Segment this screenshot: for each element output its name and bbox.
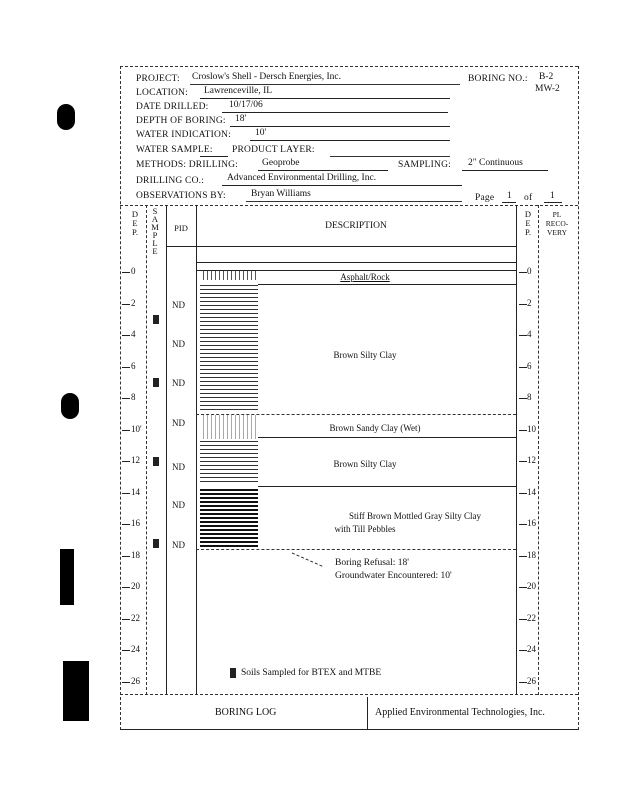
depth-tick-right: 16 xyxy=(527,518,536,528)
depth-tick-right: 0 xyxy=(527,266,532,276)
depth-tick-mark xyxy=(122,524,130,525)
refusal-note: Boring Refusal: 18' xyxy=(335,558,410,568)
footer-company: Applied Environmental Technologies, Inc. xyxy=(375,707,545,718)
depth-tick-mark xyxy=(122,304,130,305)
pid-reading: ND xyxy=(172,540,185,550)
desc-sandy-clay: Brown Sandy Clay (Wet) xyxy=(329,423,421,433)
sampling-label: SAMPLING: xyxy=(398,160,452,170)
depth-tick-right: 2 xyxy=(527,297,532,308)
depth-tick-mark xyxy=(519,367,527,368)
page-label: Page xyxy=(475,193,495,203)
description-col-header: DESCRIPTION xyxy=(325,221,387,231)
depth-col-header-right xyxy=(521,210,535,237)
col-sample-left xyxy=(146,205,147,695)
depth-col-letter: P. xyxy=(525,227,531,237)
date-label: DATE DRILLED: xyxy=(136,102,209,112)
desc-mottled-clay: Stiff Brown Mottled Gray Silty Clay xyxy=(348,511,482,521)
boring-no-value: B-2 xyxy=(539,72,554,82)
refusal-arrow xyxy=(290,551,330,571)
project-underline xyxy=(190,84,460,85)
table-bottom-line xyxy=(120,694,578,695)
depth-tick-left: 6 xyxy=(131,360,136,371)
depth-col-letter: D xyxy=(524,209,532,219)
depth-tick-mark xyxy=(122,493,130,494)
sample-legend-icon xyxy=(230,668,236,678)
depth-col-header-left xyxy=(128,210,142,237)
boundary-silty-lower xyxy=(258,486,516,487)
depth-tick-left: 8 xyxy=(131,392,136,402)
water-label: WATER INDICATION: xyxy=(136,130,231,140)
depth-tick-mark xyxy=(519,650,527,651)
depth-tick-mark xyxy=(519,619,527,620)
date-underline xyxy=(222,112,448,113)
pid-reading: ND xyxy=(172,462,185,472)
location-label: LOCATION: xyxy=(136,88,188,98)
depth-tick-right: 6 xyxy=(527,360,532,371)
of-value: 1 xyxy=(550,191,555,201)
sample-col-header xyxy=(148,207,162,255)
scan-bar-2 xyxy=(63,661,89,721)
depth-tick-right: 18 xyxy=(527,549,536,560)
depth-tick-left: 2 xyxy=(131,297,136,308)
sample-marker xyxy=(153,378,159,387)
sample-legend-text: Soils Sampled for BTEX and MTBE xyxy=(241,668,382,678)
depth-tick-mark xyxy=(122,272,130,273)
column-header-line xyxy=(166,246,516,247)
depth-tick-mark xyxy=(122,398,130,399)
sample-marker xyxy=(153,539,159,548)
product-layer-label: PRODUCT LAYER: xyxy=(232,145,315,155)
depth-tick-mark xyxy=(519,461,527,462)
depth-tick-left: 0 xyxy=(131,266,136,276)
footer-title: BORING LOG xyxy=(215,707,277,718)
depth-tick-right: 10 xyxy=(527,423,536,434)
depth-tick-right: 26 xyxy=(527,675,536,686)
depth-tick-right: 24 xyxy=(527,644,536,654)
surface-line-1 xyxy=(196,262,516,263)
depth-tick-mark xyxy=(122,587,130,588)
desc-till-pebbles: with Till Pebbles xyxy=(334,524,396,534)
methods-label: METHODS: DRILLING: xyxy=(136,160,239,170)
lithology-sandy-clay xyxy=(200,415,258,439)
drilling-co-label: DRILLING CO.: xyxy=(136,176,205,186)
sample-marker xyxy=(153,457,159,466)
boring-no-label: BORING NO.: xyxy=(468,74,528,84)
depth-tick-mark xyxy=(519,524,527,525)
lithology-silty-clay-lower xyxy=(200,441,258,485)
desc-brown-silty-clay-2: Brown Silty Clay xyxy=(333,459,397,469)
depth-tick-mark xyxy=(122,556,130,557)
depth-tick-mark xyxy=(519,682,527,683)
pid-reading: ND xyxy=(172,339,185,349)
location-value: Lawrenceville, IL xyxy=(204,86,273,96)
pid-reading: ND xyxy=(172,378,185,388)
depth-tick-left: 22 xyxy=(131,612,140,623)
boundary-sandy-top xyxy=(196,414,516,415)
boundary-sandy-bottom xyxy=(258,437,516,438)
pid-reading: ND xyxy=(172,418,185,428)
mw-value: MW-2 xyxy=(535,84,560,94)
sample-col-letter: S xyxy=(152,206,158,216)
depth-label: DEPTH OF BORING: xyxy=(136,116,226,126)
depth-tick-right: 12 xyxy=(527,455,536,465)
depth-col-letter: E xyxy=(132,218,138,228)
depth-tick-left: 24 xyxy=(131,644,140,654)
depth-tick-right: 14 xyxy=(527,486,536,497)
depth-col-letter: P. xyxy=(132,227,138,237)
depth-tick-mark xyxy=(122,461,130,462)
col-desc-right xyxy=(516,205,517,695)
depth-tick-left: 16 xyxy=(131,518,140,528)
depth-tick-mark xyxy=(519,587,527,588)
depth-underline xyxy=(230,126,450,127)
lithology-mottled-clay xyxy=(200,487,258,549)
col-desc-left xyxy=(196,205,197,695)
depth-value: 18' xyxy=(235,114,247,124)
depth-tick-left: 20 xyxy=(131,581,140,591)
depth-tick-left: 4 xyxy=(131,329,136,339)
depth-tick-mark xyxy=(519,335,527,336)
observations-label: OBSERVATIONS BY: xyxy=(136,191,226,201)
boundary-refusal xyxy=(196,549,516,550)
depth-tick-mark xyxy=(122,650,130,651)
sample-col-letter: A xyxy=(151,214,159,224)
depth-tick-left: 18 xyxy=(131,549,140,560)
lithology-asphalt xyxy=(200,271,258,280)
col-pid-left xyxy=(166,205,167,695)
depth-tick-right: 4 xyxy=(527,329,532,339)
frame-left xyxy=(120,66,121,730)
punch-hole-middle xyxy=(61,393,79,419)
product-layer-underline xyxy=(330,156,450,157)
recovery-col-header xyxy=(539,210,575,237)
observations-value: Bryan Williams xyxy=(251,189,311,199)
drilling-co-value: Advanced Environmental Drilling, Inc. xyxy=(227,173,377,183)
depth-tick-mark xyxy=(122,335,130,336)
footer-divider xyxy=(367,697,368,729)
groundwater-note: Groundwater Encountered: 10' xyxy=(335,571,452,581)
depth-tick-mark xyxy=(519,430,527,431)
water-value: 10' xyxy=(255,128,267,138)
depth-tick-mark xyxy=(519,304,527,305)
depth-tick-right: 22 xyxy=(527,612,536,623)
table-top-line xyxy=(120,205,578,206)
lithology-silty-clay-upper xyxy=(200,285,258,413)
depth-col-letter: D xyxy=(131,209,139,219)
boundary-asphalt xyxy=(258,284,516,285)
depth-tick-left: 12 xyxy=(131,455,140,465)
depth-tick-right: 8 xyxy=(527,392,532,402)
depth-tick-mark xyxy=(122,430,130,431)
of-underline xyxy=(544,202,562,203)
depth-tick-left: 10' xyxy=(131,423,142,434)
of-label: of xyxy=(524,193,533,203)
depth-tick-mark xyxy=(519,493,527,494)
arrow-icon xyxy=(290,551,330,571)
sample-col-letter: M xyxy=(151,222,159,232)
frame-bottom xyxy=(120,729,578,730)
pid-reading: ND xyxy=(172,300,185,310)
project-label: PROJECT: xyxy=(136,74,180,84)
water-sample-underline xyxy=(200,156,228,157)
sampling-value: 2" Continuous xyxy=(468,158,523,168)
page-underline xyxy=(502,202,516,203)
recovery-col-line: RECO- xyxy=(545,219,569,228)
water-underline xyxy=(250,140,450,141)
punch-hole-top xyxy=(57,104,75,130)
depth-tick-left: 14 xyxy=(131,486,140,497)
col-rdepth-right xyxy=(538,205,539,695)
page-value: 1 xyxy=(507,191,512,201)
date-value: 10/17/06 xyxy=(229,100,263,110)
methods-underline xyxy=(258,170,388,171)
sampling-underline xyxy=(462,170,548,171)
depth-tick-mark xyxy=(519,398,527,399)
methods-value: Geoprobe xyxy=(262,158,300,168)
sample-col-letter: L xyxy=(152,238,158,248)
sample-col-letter: P xyxy=(152,230,158,240)
sample-col-letter: E xyxy=(152,246,158,256)
depth-tick-mark xyxy=(122,367,130,368)
recovery-col-line: PL xyxy=(552,210,562,219)
depth-tick-mark xyxy=(519,272,527,273)
location-underline xyxy=(200,98,450,99)
observations-underline xyxy=(246,201,462,202)
depth-tick-left: 26 xyxy=(131,675,140,686)
desc-brown-silty-clay: Brown Silty Clay xyxy=(333,350,397,360)
depth-tick-mark xyxy=(122,682,130,683)
sample-marker xyxy=(153,315,159,324)
depth-col-letter: E xyxy=(525,218,531,228)
drilling-co-underline xyxy=(222,185,462,186)
water-sample-label: WATER SAMPLE: xyxy=(136,145,213,155)
depth-tick-mark xyxy=(122,619,130,620)
project-value: Croslow's Shell - Dersch Energies, Inc. xyxy=(192,72,342,82)
depth-tick-mark xyxy=(519,556,527,557)
recovery-col-line: VERY xyxy=(546,228,567,237)
desc-asphalt: Asphalt/Rock xyxy=(340,272,390,282)
scan-bar-1 xyxy=(60,549,74,605)
depth-tick-right: 20 xyxy=(527,581,536,591)
pid-reading: ND xyxy=(172,500,185,510)
pid-col-header: PID xyxy=(174,223,188,233)
frame-right xyxy=(578,66,579,730)
frame-top xyxy=(120,66,578,67)
